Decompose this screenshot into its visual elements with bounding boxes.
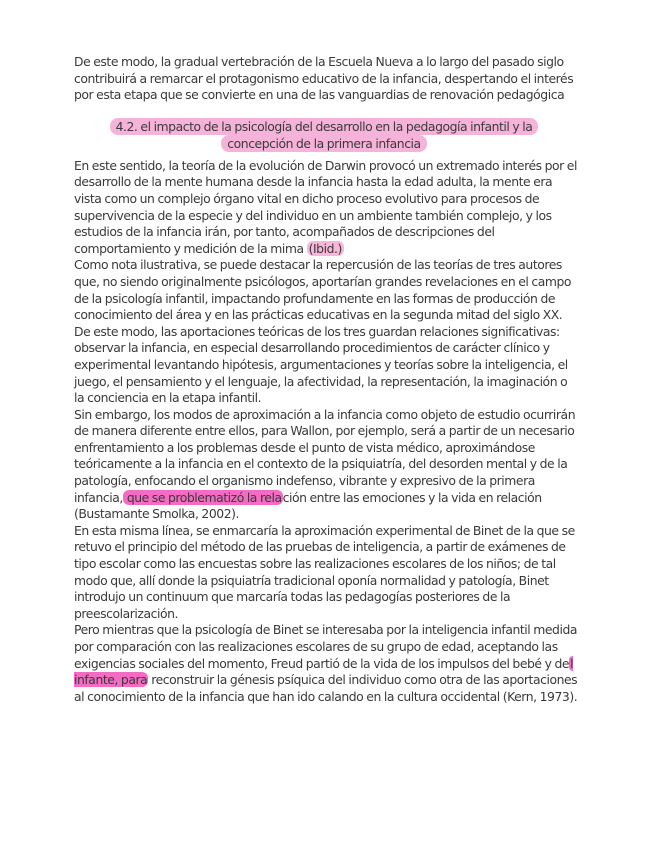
heading-line-1: 4.2. el impacto de la psicología del desarrollo en la pedagogía infantil y la (110, 118, 539, 135)
paragraph-wallon-after: ción entre las emociones y la vida en relación (Bustamante Smolka, 2002). (74, 489, 542, 522)
paragraph-freud-before: Pero mientras que la psicología de Binet se interesaba por la inteligencia infantil medida por comparación con las realizaciones escolares de su grupo de edad, aceptando las exigencias sociales del momento, Freud partió de la vida de los impulsos del bebé y de (74, 622, 578, 671)
paragraph-freud (74, 622, 580, 705)
paragraph-nota-ilustrativa: Como nota ilustrativa, se puede destacar la repercusión de las teorías de tres autores que, no siendo originalmente psicólogos, aportarían grandes revelaciones en el campo de la psicología infantil, impactando profundamente en las formas de producción de conocimiento del área y en las prácticas educativas en la segunda mitad del siglo XX. (74, 257, 572, 323)
paragraph-darwin-text: En este sentido, la teoría de la evolución de Darwin provocó un extremado interés por el desarrollo de la mente humana desde la infancia hasta la edad adulta, la mente era vista como un complejo órgano vital en dicho proceso evolutivo para procesos de supervivencia de la especie y del individuo en un ambiente también complejo, y los estudios de la infancia irán, por tanto, acompañados de descripciones del comportamiento y medición de la mima (74, 157, 577, 256)
wallon-highlight: que se problematizó la rela (123, 489, 282, 505)
heading-line-2: concepción de la primera infancia (221, 135, 426, 152)
paragraph-binet: En esta misma línea, se enmarcaría la aproximación experimental de Binet de la que se retuvo el principio del método de las pruebas de inteligencia, a partir de exámenes de tipo escolar como las encuestas sobre las realizaciones escolares de los niños; de tal modo que, allí donde la psiquiatría tradicional oponía normalidad y patología, Binet introdujo un continuum que marcaría todas las pedagogías posteriores de la preescolarización. (74, 522, 575, 621)
document-page (74, 54, 580, 705)
intro-paragraph: De este modo, la gradual vertebración de la Escuela Nueva a lo largo del pasado siglo contribuirá a remarcar el protagonismo educativo de la infancia, despertando el interés por esta etapa que se convierte en una de las vanguardias de renovación pedagógica (74, 54, 574, 103)
paragraph-freud-after: reconstruir la génesis psíquica del individuo como otra de las aportaciones al conocimiento de la infancia que han ido calando en la cultura occidental (Kern, 1973). (74, 672, 578, 704)
freud-highlight: l infante, para (74, 655, 574, 688)
section-heading (64, 118, 584, 152)
paragraph-aportaciones: De este modo, las aportaciones teóricas de los tres guardan relaciones significativas: observar la infancia, en especial desarrollando procedimientos de carácter clínico y experimental levantando hipótesis, argumentaciones y teorías sobre la inteligencia, el juego, el pensamiento y el lenguaje, la afectividad, la representación, la imaginación o la conciencia en la etapa infantil. (74, 323, 568, 406)
paragraph-wallon-before: Sin embargo, los modos de aproximación a la infancia como objeto de estudio ocurrirán de manera diferente entre ellos, para Wallon, por ejemplo, será a partir de un necesario enfrentamiento a los problemas desde el punto de vista médico, aproximándose teóricamente a la infancia en el contexto de la psiquiatría, del desorden mental y de la patología, enfocando el organismo indefenso, vibrante y expresivo de la primera infancia, (74, 406, 576, 505)
paragraph-wallon (74, 407, 580, 523)
paragraph-darwin (74, 158, 580, 258)
ibid-highlight: (Ibid.) (308, 240, 342, 256)
